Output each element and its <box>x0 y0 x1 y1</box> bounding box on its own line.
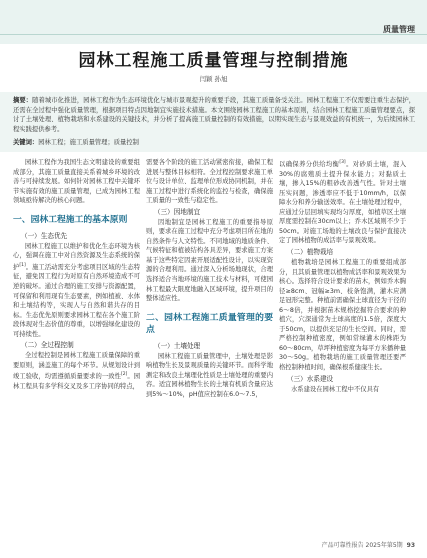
keywords <box>13 137 415 146</box>
subsection-heading: （一）土壤处理 <box>154 341 201 350</box>
subsection-heading: （二）全过程控制 <box>21 341 74 350</box>
section-heading-1: 一、园林工程施工的基本原则 <box>13 214 128 225</box>
body-column-1 <box>13 158 140 392</box>
paragraph: 园林工程施工质量管理中，土壤处理是影响植物生长及景观质量的关键环节。而科学地测定和改良土壤理化性质是土壤处理的重要内容。适宜园林植物生长的土壤有机质含量应达到5%～10%，pH值应控制在6.0～7.5， <box>146 352 273 398</box>
paragraph: 需要各个阶段的施工活动紧密衔接，确保工程进展与整体目标相符。全过程控制要求施工单位与设计单位、监理单位形成协同机制，并在施工过程中进行系统化的监控与检查，确保施工质量的一致性与稳定性。 <box>146 159 273 205</box>
paragraph: 因地制宜是园林工程施工的重要指导原则，要求在施工过程中充分考虑项目所在地的自然条件与人文特性。不同地域的地质条件、气候特征和植被结构各具差异，要求施工方案基于这些特定因素开展适配性设计，以实现资源的合理利用。通过深入分析场地现状，合理选择适合当地环境的施工技术与材料，可使园林工程最大限度地融入区域环境，提升项目的整体适应性。 <box>146 218 273 303</box>
body-column-2 <box>146 158 273 399</box>
paragraph: 植物栽培是园林工程施工的重要组成部分，且其质量管理以植物成活率和景观效果为核心。选择符合设计要求的苗木，例如乔木胸径≥8cm、冠幅≥3m、枝条饱满，灌木应满足冠形完整。种植前需确保土球直径为干径的6～8倍，并根据苗木规格挖掘符合要求的种植穴，穴深通常为土球高度的1.5倍，深度大于50cm，以提供充足的生长空间。同时，需严格控制种植密度，例如常绿灌木的株距为60～80cm，草坪种植密度为每平方米播种量30～50g。植物栽培的施工质量管理还要严格控制种植时间，确保根系健康生长。 <box>279 259 406 372</box>
journal-name: 产品可靠性报告 2025年第5期 <box>321 542 403 549</box>
subsection-heading: （二）植物栽培 <box>287 248 334 257</box>
page-footer <box>322 540 415 549</box>
paragraph: 园林工程施工以维护和优化生态环境为核心，强调在施工中对自然资源及生态系统的保护[1]。施工活动需充分考虑项目区域的生态特征，避免因工程行为对原有自然环境造成不可逆的破坏。通过合理的施工安排与资源配置，可保留和利用现有生态要素，例如植被、水体和土壤结构等，实现人与自然和谐共存的目标。生态优先原则要求园林工程在各个施工阶段体现对生态价值的尊重，以增强绿化建设的可持续性。 <box>13 242 141 338</box>
page-number: 93 <box>406 542 415 549</box>
abstract-text: 随着城市化推进，园林工程作为生态环境优化与城市景观提升的重要手段，其施工质量备受关注。园林工程施工不仅需要注重生态保护，还需在全过程中强化质量管理，根据项目特点因地制宜实施技术措施。本文围绕园林工程施工的基本原则，结合园林工程施工质量管理要点，探讨了土壤处理、植物栽培和水系建设的关键技术，并分析了提高施工质量控制的有效措施，以期实现生态与景观效益的有机统一，为后续园林工程实践提供参考。 <box>13 97 416 133</box>
section-heading-2: 二、园林工程施工质量管理的要点 <box>146 312 273 335</box>
subsection-heading: （三）因地制宜 <box>154 207 201 216</box>
article-title: 园林工程施工质量管理与控制措施 <box>78 51 349 71</box>
body-column-3 <box>279 158 406 394</box>
section-tag: 质量管理 <box>383 25 415 34</box>
header-band <box>0 0 427 44</box>
keywords-text: 园林工程；施工质量管理；质量控制 <box>38 139 139 146</box>
abstract-label: 摘要： <box>13 97 33 104</box>
keywords-label: 关键词： <box>13 139 39 146</box>
paragraph: 以确保养分供给均衡[3]。对砂质土壤，混入30%的腐殖质土提升保水能力；对黏质土壤，掺入15%的粗砂改善透气性。针对土壤压实问题，渗透率应不低于10mm/h，以保障水分和养分输送效率。在土壤处理过程中，应通过分层回填实现均匀厚度，如植草区土壤厚度需控制在30cm以上；乔木区域则不少于50cm。对施工场地的土壤改良与保护直接决定了园林植物的成活率与景观效果。 <box>279 160 407 245</box>
article-authors: 闫颖 孙旭 <box>199 75 228 83</box>
abstract <box>13 96 415 134</box>
subsection-heading: （三）水系建设 <box>287 374 334 383</box>
paragraph: 全过程控制是园林工程施工质量保障的重要原则，涵盖施工的每个环节。从规划设计到竣工验收，均需遵循质量要求的一致性[2]。园林工程具有多学科交叉及多工序协同的特点， <box>13 352 141 391</box>
subsection-heading: （一）生态优先 <box>21 231 68 240</box>
paragraph: 水系建设在园林工程中不仅具有 <box>291 385 380 393</box>
paragraph: 园林工程作为我国生态文明建设的重要组成部分，其施工质量直接关系着城乡环境的改善与可持续发展。如何针对园林工程中关键环节实施有效的施工质量管理，已成为园林工程领域亟待解决的核心问题。 <box>13 159 140 205</box>
header-divider <box>0 34 427 35</box>
